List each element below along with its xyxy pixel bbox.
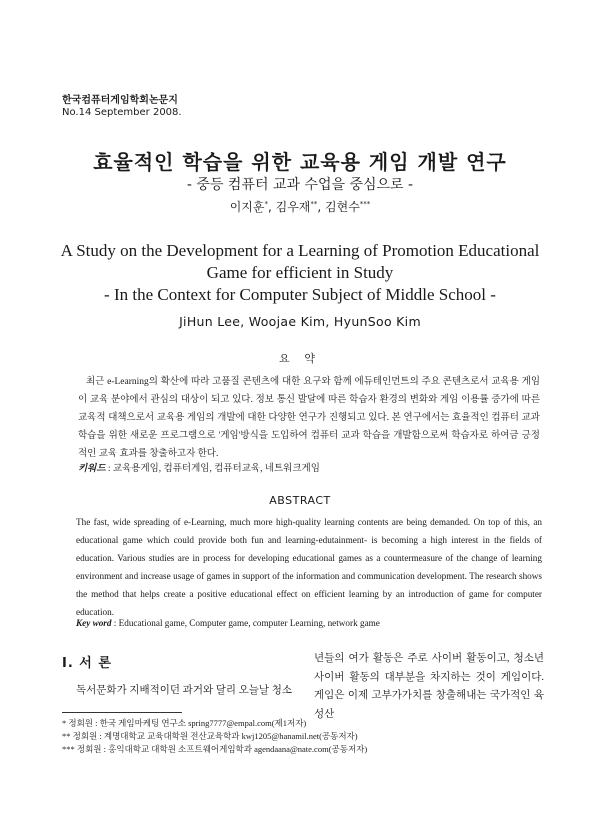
footnote-author-1: * 정회원 : 한국 게임마케팅 연구소 spring7777@empal.com(제1저자) xyxy=(62,718,307,728)
english-title-line2: Game for efficient in Study xyxy=(206,263,394,282)
footnote-author-2: ** 정회원 : 계명대학교 교육대학원 전산교육학과 kwj1205@hanamil.net(공동저자) xyxy=(62,731,358,741)
korean-keywords-list: : 교육용게임, 컴퓨터게임, 컴퓨터교육, 네트워크게임 xyxy=(105,464,320,474)
footnote-author-3: *** 정회원 : 홍익대학교 대학원 소프트웨어게임학과 agendaana@nate.com(공동저자) xyxy=(62,744,368,754)
intro-column-right: 년들의 여가 활동은 주로 사이버 활동이고, 청소년 사이버 활동의 대부분을 차지하는 것이 게임이다. 게임은 이제 고부가가치를 창출해내는 국가적인 육성산 xyxy=(314,653,544,720)
korean-subtitle: - 중등 컴퓨터 교과 수업을 중심으로 - xyxy=(186,177,414,193)
journal-issue: No.14 September 2008. xyxy=(62,107,182,118)
korean-abstract-body: 최근 e-Learning의 확산에 따라 고품질 콘텐츠에 대한 요구와 함께 에듀테인먼트의 주요 콘텐츠로서 교육용 게임이 교육 분야에서 관심의 대상이 되고 있다. 정보 통신 발달에 따른 학습자 환경의 변화와 게임 이용률 증가에 따른 교육적 대책으로서 교육용 게임의 개발에 대한 다양한 연구가 진행되고 있다. 본 연구에서는 효율적인 컴퓨터 교과학습을 위한 새로운 프로그램으로 '게임'방식을 도입하여 컴퓨터 교과 학습을 개발함으로써 학습자로 하여금 긍정적인 교육 효과를 창출하고자 한다. xyxy=(78,377,540,459)
author-3: , 김현수 xyxy=(317,200,360,214)
korean-keywords-label: 키워드 xyxy=(78,464,106,474)
korean-abstract-heading: 요 약 xyxy=(278,353,321,365)
author-2: , 김우재 xyxy=(267,200,311,214)
author-1-mark: * xyxy=(264,200,268,208)
section-heading-introduction: Ⅰ. 서 론 xyxy=(62,656,112,671)
korean-keywords xyxy=(78,460,320,474)
english-keywords-list: : Educational game, Computer game, computer Learning, network game xyxy=(111,618,380,628)
english-keywords xyxy=(76,618,380,628)
intro-column-left: 독서문화가 지배적이던 과거와 달리 오늘날 청소 xyxy=(76,685,292,696)
english-authors: JiHun Lee, Woojae Kim, HyunSoo Kim xyxy=(179,314,421,329)
english-keywords-label: Key word xyxy=(76,618,112,628)
footnote-divider xyxy=(62,712,182,713)
author-1: 이지훈 xyxy=(229,200,265,214)
journal-name: 한국컴퓨터게임학회논문지 xyxy=(62,95,178,106)
english-abstract-body: The fast, wide spreading of e-Learning, much more high-quality learning contents are being demanded. On top of this, an educational game which could provide both fun and learning-edutainment- is becoming a high interest in the fields of education. Various studies are in process for developing educational games as a countermeasure of the change of learning environment and increase usage of games in support of the information and communication development. The research shows the method that helps create a positive educational effect on efficient learning by an introduction of game for computer education. xyxy=(76,517,542,617)
english-title-line3: - In the Context for Computer Subject of Middle School - xyxy=(104,285,496,304)
english-title xyxy=(60,240,540,306)
author-3-mark: *** xyxy=(359,200,371,208)
journal-header xyxy=(62,95,182,119)
korean-authors xyxy=(0,198,600,215)
english-abstract-heading: ABSTRACT xyxy=(269,494,331,507)
author-2-mark: ** xyxy=(310,200,318,208)
english-title-line1: A Study on the Development for a Learning of Promotion Educational xyxy=(60,241,540,260)
korean-title: 효율적인 학습을 위한 교육용 게임 개발 연구 xyxy=(93,150,507,174)
